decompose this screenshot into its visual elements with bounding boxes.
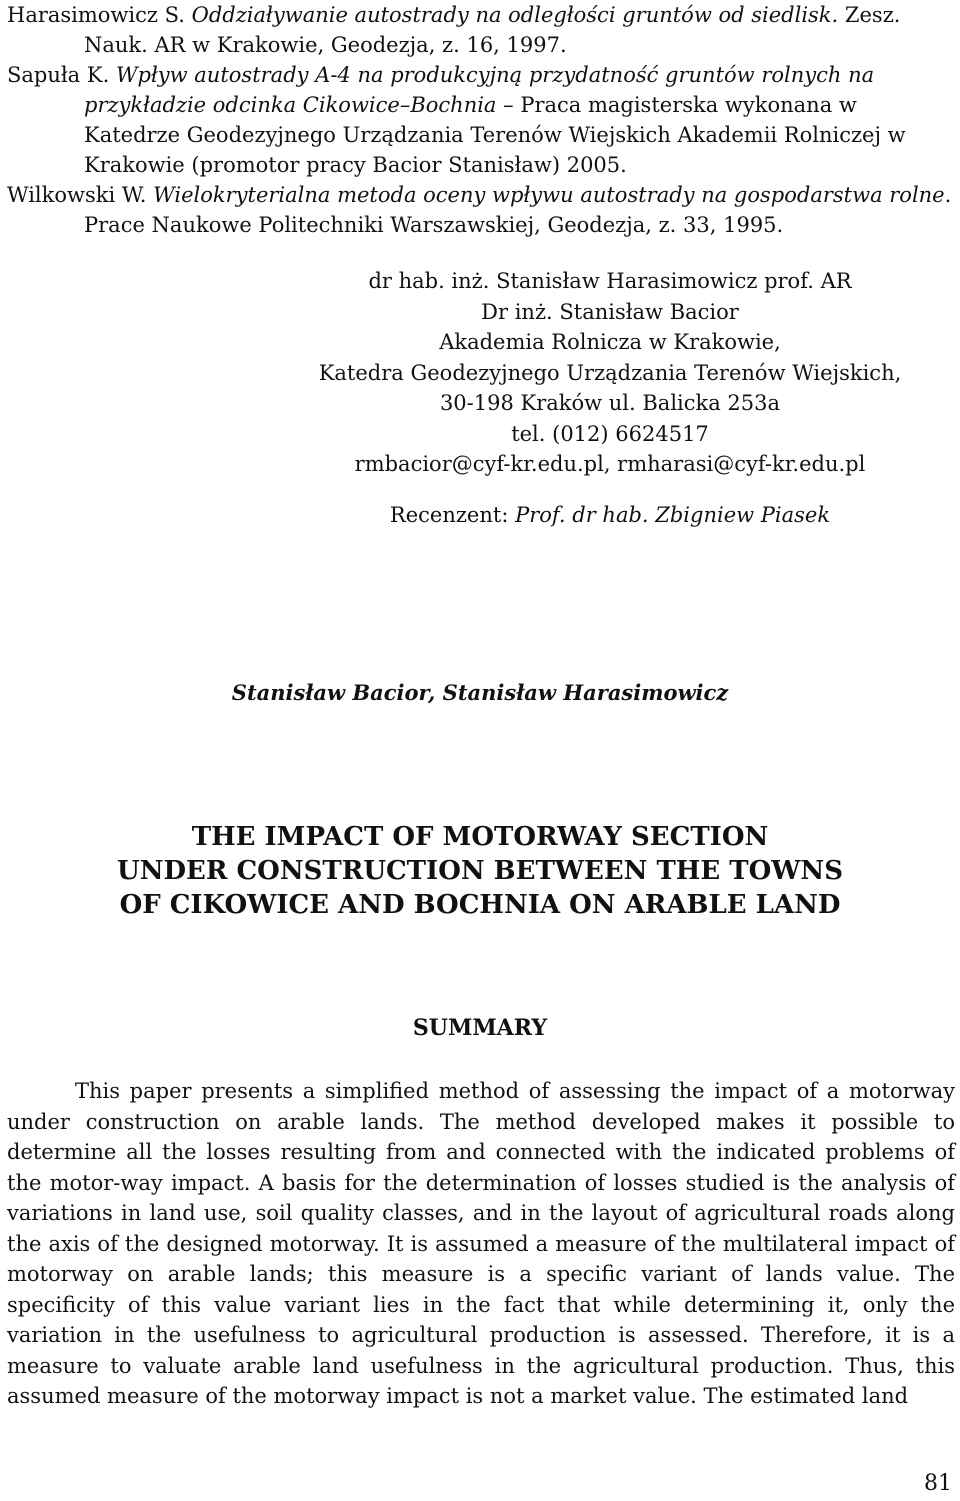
reference-source: – Praca magisterska wykonana w Katedrze Geodezyjnego Urządzania Terenów Wiejskich Akademii Rolniczej w Krakowie (promotor pracy Bacior Stanisław) 2005. (84, 93, 906, 177)
reference-source: Zesz. Nauk. AR w Krakowie, Geodezja, z. 16, 1997. (84, 3, 901, 57)
reference-title: Oddziaływanie autostrady na odległości gruntów od siedlisk. (191, 3, 839, 27)
reviewer-name: Prof. dr hab. Zbigniew Piasek (515, 502, 831, 527)
author-affiliation (300, 266, 920, 530)
reference-title: Wielokryterialna metoda oceny wpływu autostrady na gospodarstwa rolne. (153, 183, 952, 207)
reference-list (7, 0, 955, 240)
reference-title: Wpływ autostrady A-4 na produkcyjną przydatność gruntów rolnych na przykładzie odcinka Cikowice–Bochnia (84, 63, 875, 117)
english-title (0, 820, 960, 922)
affiliation-line: dr hab. inż. Stanisław Harasimowicz prof. AR (368, 269, 852, 293)
affiliation-email: rmbacior@cyf-kr.edu.pl, rmharasi@cyf-kr.edu.pl (354, 452, 866, 476)
summary-paragraph: This paper presents a simplified method of assessing the impact of a motorway under construction on arable lands. The method developed makes it possible to determine all the losses resulting from and connected with the indicated problems of the motor-way impact. A basis for the determination of losses studied is the analysis of variations in land use, soil quality classes, and in the layout of agricultural roads along the axis of the designed motorway. It is assumed a measure of the multilateral impact of motorway on arable lands; this measure is a specific variant of lands value. The specificity of this value variant lies in the fact that while determining it, only the variation in the usefulness to agricultural production is assessed. Therefore, it is a measure to valuate arable land usefulness in the agricultural production. Thus, this assumed measure of the motorway impact is not a market value. The estimated land (7, 1079, 955, 1408)
reference-item (7, 60, 955, 180)
reference-item (7, 180, 955, 240)
page-number: 81 (924, 1471, 952, 1496)
english-title-line: OF CIKOWICE AND BOCHNIA ON ARABLE LAND (119, 890, 841, 920)
reference-item (7, 0, 955, 60)
affiliation-line: Dr inż. Stanisław Bacior (481, 299, 739, 324)
reference-source: Prace Naukowe Politechniki Warszawskiej, Geodezja, z. 33, 1995. (84, 213, 784, 237)
affiliation-line: tel. (012) 6624517 (511, 421, 709, 446)
reference-authors: Sapuła K. (7, 63, 110, 87)
reviewer-line (300, 500, 920, 531)
english-title-line: UNDER CONSTRUCTION BETWEEN THE TOWNS (117, 856, 843, 886)
reviewer-label: Recenzent: (389, 502, 509, 527)
affiliation-line: Akademia Rolnicza w Krakowie, (439, 330, 781, 354)
summary-heading: SUMMARY (412, 1015, 548, 1041)
reference-authors: Wilkowski W. (7, 183, 147, 207)
english-authors: Stanisław Bacior, Stanisław Harasimowicz (231, 680, 729, 705)
reference-authors: Harasimowicz S. (7, 3, 185, 27)
english-title-line: THE IMPACT OF MOTORWAY SECTION (191, 822, 769, 852)
affiliation-line: Katedra Geodezyjnego Urządzania Terenów Wiejskich, (318, 360, 902, 385)
affiliation-line: 30-198 Kraków ul. Balicka 253a (439, 391, 781, 415)
